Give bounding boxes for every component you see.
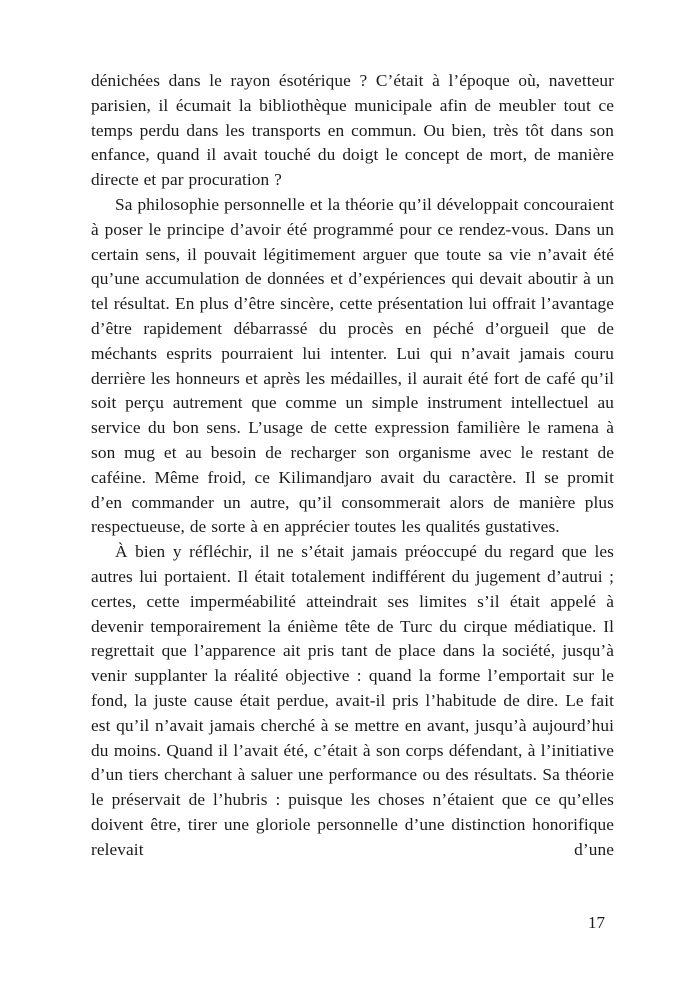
paragraph-continuation: dénichées dans le rayon ésotérique ? C’était à l’époque où, navetteur parisien, il écumait la bibliothèque municipale afin de meubler tout ce temps perdu dans les transports en commun. Ou bien, très tôt dans son enfance, quand il avait touché du doigt le concept de mort, de manière directe et par procuration ?	[91, 71, 614, 190]
page-number: 17	[588, 913, 605, 932]
paragraph: Sa philosophie personnelle et la théorie qu’il développait concouraient à poser le principe d’avoir été programmé pour ce rendez-vous. Dans un certain sens, il pouvait légitimement arguer que toute sa vie n’avait été qu’une accumulation de données et d’expériences qui devait aboutir à un tel résultat. En plus d’être sincère, cette présentation lui offrait l’avantage d’être rapidement débarrassé du procès en péché d’orgueil que de méchants esprits pourraient lui intenter. Lui qui n’avait jamais couru derrière les honneurs et après les médailles, il aurait été fort de café qu’il soit perçu autrement que comme un simple instrument intellectuel au service du bon sens. L’usage de cette expression familière le ramena à son mug et au besoin de recharger son organisme avec le restant de caféine. Même froid, ce Kilimandjaro avait du caractère. Il se promit d’en commander un autre, qu’il consommerait alors de manière plus respectueuse, de sorte à en apprécier toutes les qualités gustatives.	[91, 194, 614, 537]
paragraph: À bien y réfléchir, il ne s’était jamais préoccupé du regard que les autres lui portaient. Il était totalement indifférent du jugement d’autrui ; certes, cette imperméabilité atteindrait ses limites s’il était appelé à devenir temporairement la énième tête de Turc du cirque médiatique. Il regrettait que l’apparence ait pris tant de place dans la société, jusqu’à venir supplanter la réalité objective : quand la forme l’emportait sur le fond, la juste cause était perdue, avait-il pris l’habitude de dire. Le fait est qu’il n’avait jamais cherché à se mettre en avant, jusqu’à aujourd’hui du moins. Quand il l’avait été, c’était à son corps défendant, à l’initiative d’un tiers cherchant à saluer une performance ou des résultats. Sa théorie le préservait de l’hubris : puisque les choses n’étaient que ce qu’elles doivent être, tirer une gloriole personnelle d’une distinction honorifique relevait d’une	[91, 542, 614, 859]
body-text	[91, 69, 614, 863]
